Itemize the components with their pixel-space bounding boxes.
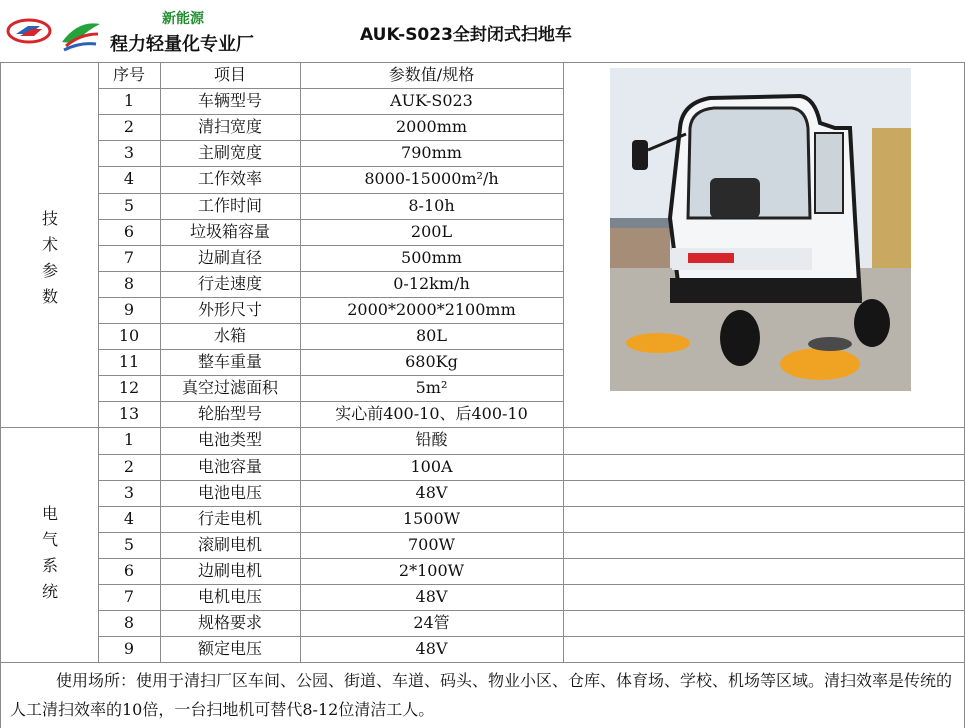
row-value: 48V <box>415 639 448 659</box>
row-value: 500mm <box>401 247 462 267</box>
row-divider <box>563 454 965 455</box>
row-value: 8000-15000m²/h <box>364 169 499 189</box>
company-logo-icon <box>6 18 52 44</box>
row-number: 9 <box>123 639 135 659</box>
row-value: 8-10h <box>408 195 455 215</box>
row-number: 7 <box>123 247 135 267</box>
row-value: 2000mm <box>395 117 468 137</box>
row-value: 48V <box>415 587 448 606</box>
row-divider <box>563 427 965 428</box>
row-value: 48V <box>415 482 448 502</box>
row-number: 2 <box>123 117 135 137</box>
row-value: 铅酸 <box>415 430 448 450</box>
row-number: 13 <box>118 404 140 424</box>
section-label-char: 统 <box>41 581 58 601</box>
section-label-char: 系 <box>41 555 58 575</box>
row-number: 10 <box>118 326 140 345</box>
row-item: 工作效率 <box>197 169 262 189</box>
row-item: 真空过滤面积 <box>181 378 278 398</box>
row-value: 0-12km/h <box>393 273 470 293</box>
row-value: 24管 <box>413 613 450 633</box>
row-item: 额定电压 <box>197 639 262 659</box>
row-value: 200L <box>410 221 453 241</box>
row-item: 电池电压 <box>197 482 262 502</box>
row-value: 100A <box>410 456 453 476</box>
row-value: 2*100W <box>398 560 465 580</box>
row-item: 整车重量 <box>197 352 262 372</box>
section-label-char: 电 <box>41 503 58 523</box>
row-number: 6 <box>123 221 135 241</box>
column-header-item: 项目 <box>213 65 246 84</box>
row-number: 7 <box>123 587 135 606</box>
brand-name: 程力轻量化专业厂 <box>110 34 254 55</box>
row-value: 680Kg <box>405 352 458 372</box>
row-number: 5 <box>123 195 135 215</box>
row-item: 外形尺寸 <box>197 299 262 319</box>
document-header <box>0 0 965 62</box>
row-item: 边刷直径 <box>197 247 262 267</box>
row-number: 4 <box>123 169 135 189</box>
row-number: 6 <box>123 560 135 580</box>
row-item: 边刷电机 <box>197 560 262 580</box>
row-item: 电机电压 <box>197 587 262 606</box>
row-value: 700W <box>408 534 455 554</box>
brand-tagline: 新能源 <box>162 11 204 27</box>
row-number: 12 <box>118 378 140 398</box>
section-label-char: 参 <box>41 260 58 280</box>
row-item: 垃圾箱容量 <box>189 221 270 241</box>
row-number: 11 <box>118 352 140 372</box>
row-number: 3 <box>123 482 135 502</box>
row-value: 1500W <box>402 508 461 528</box>
row-number: 5 <box>123 534 135 554</box>
column-header-number: 序号 <box>112 65 145 84</box>
row-number: 3 <box>123 143 135 163</box>
document-title: AUK-S023全封闭式扫地车 <box>360 25 572 45</box>
row-number: 1 <box>123 430 135 450</box>
column-divider <box>563 62 564 662</box>
row-value: 5m² <box>415 378 448 398</box>
product-photo <box>610 68 911 391</box>
section-label-char: 技 <box>41 208 58 228</box>
sweeper-vehicle-image <box>610 68 911 391</box>
usage-note: 使用场所：使用于清扫厂区车间、公园、街道、车道、码头、物业小区、仓库、体育场、学校、机场等区域。清扫效率是传统的人工清扫效率的10倍，一台扫地机可替代8-12位清洁工人。 <box>10 671 953 719</box>
row-value: 实心前400-10、后400-10 <box>335 404 528 424</box>
row-number: 9 <box>123 299 135 319</box>
section-label-char: 数 <box>41 286 58 306</box>
row-item: 行走电机 <box>197 508 262 528</box>
section-label-char: 术 <box>41 234 58 254</box>
row-value: 80L <box>416 326 447 345</box>
row-value: AUK-S023 <box>390 91 473 111</box>
row-divider <box>563 584 965 585</box>
row-number: 8 <box>123 273 135 293</box>
row-item: 主刷宽度 <box>197 143 262 163</box>
row-number: 8 <box>123 613 135 633</box>
column-header-value: 参数值/规格 <box>388 65 475 84</box>
row-number: 1 <box>123 91 135 111</box>
row-item: 轮胎型号 <box>197 404 262 424</box>
row-number: 2 <box>123 456 135 476</box>
row-item: 电池容量 <box>197 456 262 476</box>
row-item: 行走速度 <box>197 273 262 293</box>
row-item: 电池类型 <box>197 430 262 450</box>
row-divider <box>563 558 965 559</box>
row-item: 清扫宽度 <box>197 117 262 137</box>
row-item: 水箱 <box>213 326 246 345</box>
section-label-char: 气 <box>41 529 58 549</box>
row-item: 工作时间 <box>197 195 262 215</box>
row-divider <box>563 532 965 533</box>
row-divider <box>563 480 965 481</box>
new-energy-leaf-icon <box>58 16 104 52</box>
row-divider <box>563 636 965 637</box>
row-item: 车辆型号 <box>197 91 262 111</box>
row-divider <box>563 662 965 663</box>
row-value: 2000*2000*2100mm <box>347 299 516 319</box>
row-divider <box>563 610 965 611</box>
row-value: 790mm <box>401 143 462 163</box>
table-left-border <box>0 62 1 728</box>
row-item: 规格要求 <box>197 613 262 633</box>
row-number: 4 <box>123 508 135 528</box>
row-divider <box>563 506 965 507</box>
row-item: 滚刷电机 <box>197 534 262 554</box>
